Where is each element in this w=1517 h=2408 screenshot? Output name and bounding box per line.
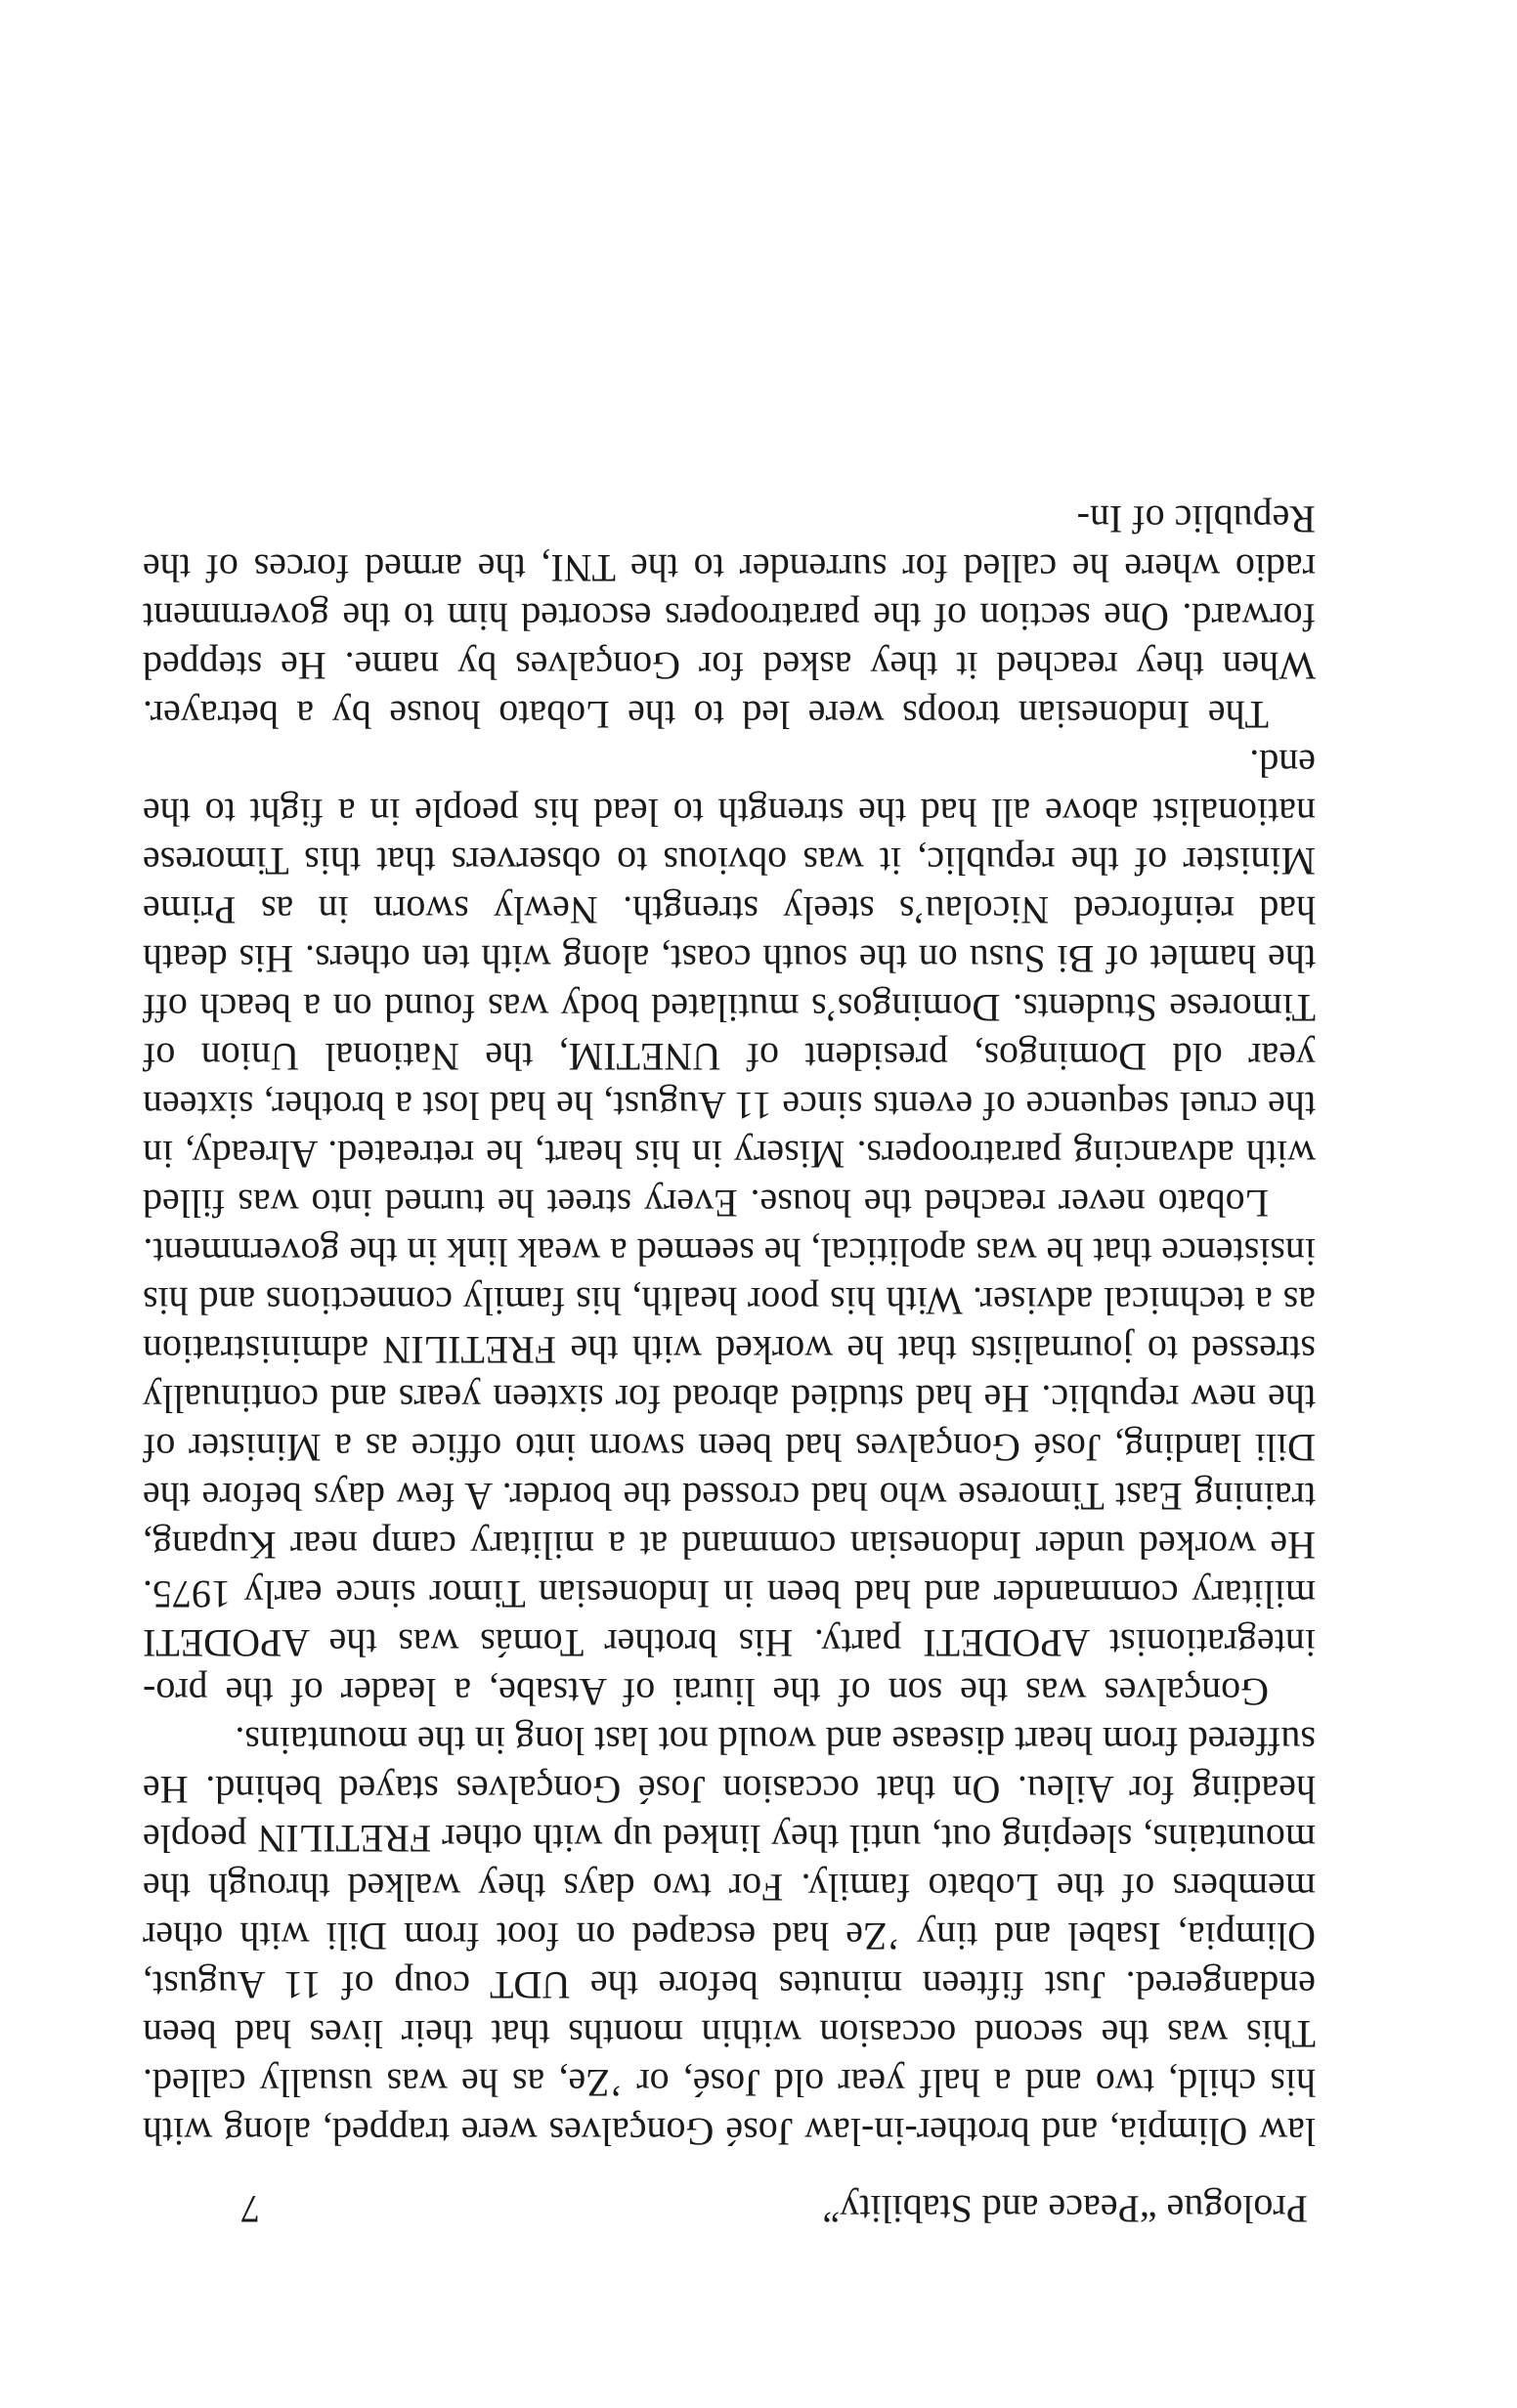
- paragraph-4: The Indonesian troops were led to the Lobato house by a betrayer. When they reached it they asked for Gonçalves by name. He stepped forward. One section of the paratroopers escorted him to the government radio where he called for surrender to the TNI, the armed forces of the Republic of In-: [143, 497, 1316, 737]
- paragraph-2: Gonçalves was the son of the liurai of Atsabe, a leader of the pro-integrationist APODETI party. His brother Tomás was the APODETI military commander and had been in Indonesian Timor since early 1975. He worked under Indonesian command at a military camp near Kupang, training East Timorese who had crossed the border. A few days before the Dili landing, José Gonçalves had been sworn into office as a Minister of the new republic. He had studied abroad for sixteen years and continually stressed to journalists that he worked with the FRETILIN administration as a technical adviser. With his poor health, his family connections and his insistence that he was apolitical, he seemed a weak link in the government.: [143, 1230, 1316, 1714]
- running-head-title: Prologue “Peace and Stability”: [822, 2187, 1308, 2231]
- page-content: [143, 494, 1316, 2232]
- paragraph-3: Lobato never reached the house. Every street he turned into was filled with advancing paratroopers. Misery in his heart, he retreated. Already, in the cruel sequence of events since 11 August, he had lost a brother, sixteen year old Domingos, president of UNETIM, the National Union of Timorese Students. Domingos’s mutilated body was found on a beach off the hamlet of Bi Susu on the south coast, along with ten others. His death had reinforced Nicolau’s steely strength. Newly sworn in as Prime Minister of the republic, it was obvious to observers that this Timorese nationalist above all had the strength to lead his people in a fight to the end.: [143, 742, 1316, 1226]
- paragraph-1: law Olimpia, and brother-in-law José Gonçalves were trapped, along with his child, two and a half year old José, or ’Ze, as he was usually called. This was the second occasion within months that their lives had been endangered. Just fifteen minutes before the UDT coup of 11 August, Olimpia, Isabel and tiny ’Ze had escaped on foot from Dili with other members of the Lobato family. For two days they walked through the mountains, sleeping out, until they linked up with other FRETILIN people heading for Aileu. On that occasion José Gonçalves stayed behind. He suffered from heart disease and would not last long in the mountains.: [143, 1719, 1316, 2154]
- page-number: 7: [240, 2187, 260, 2231]
- body-text: [143, 494, 1316, 2156]
- running-header: [143, 2173, 1316, 2232]
